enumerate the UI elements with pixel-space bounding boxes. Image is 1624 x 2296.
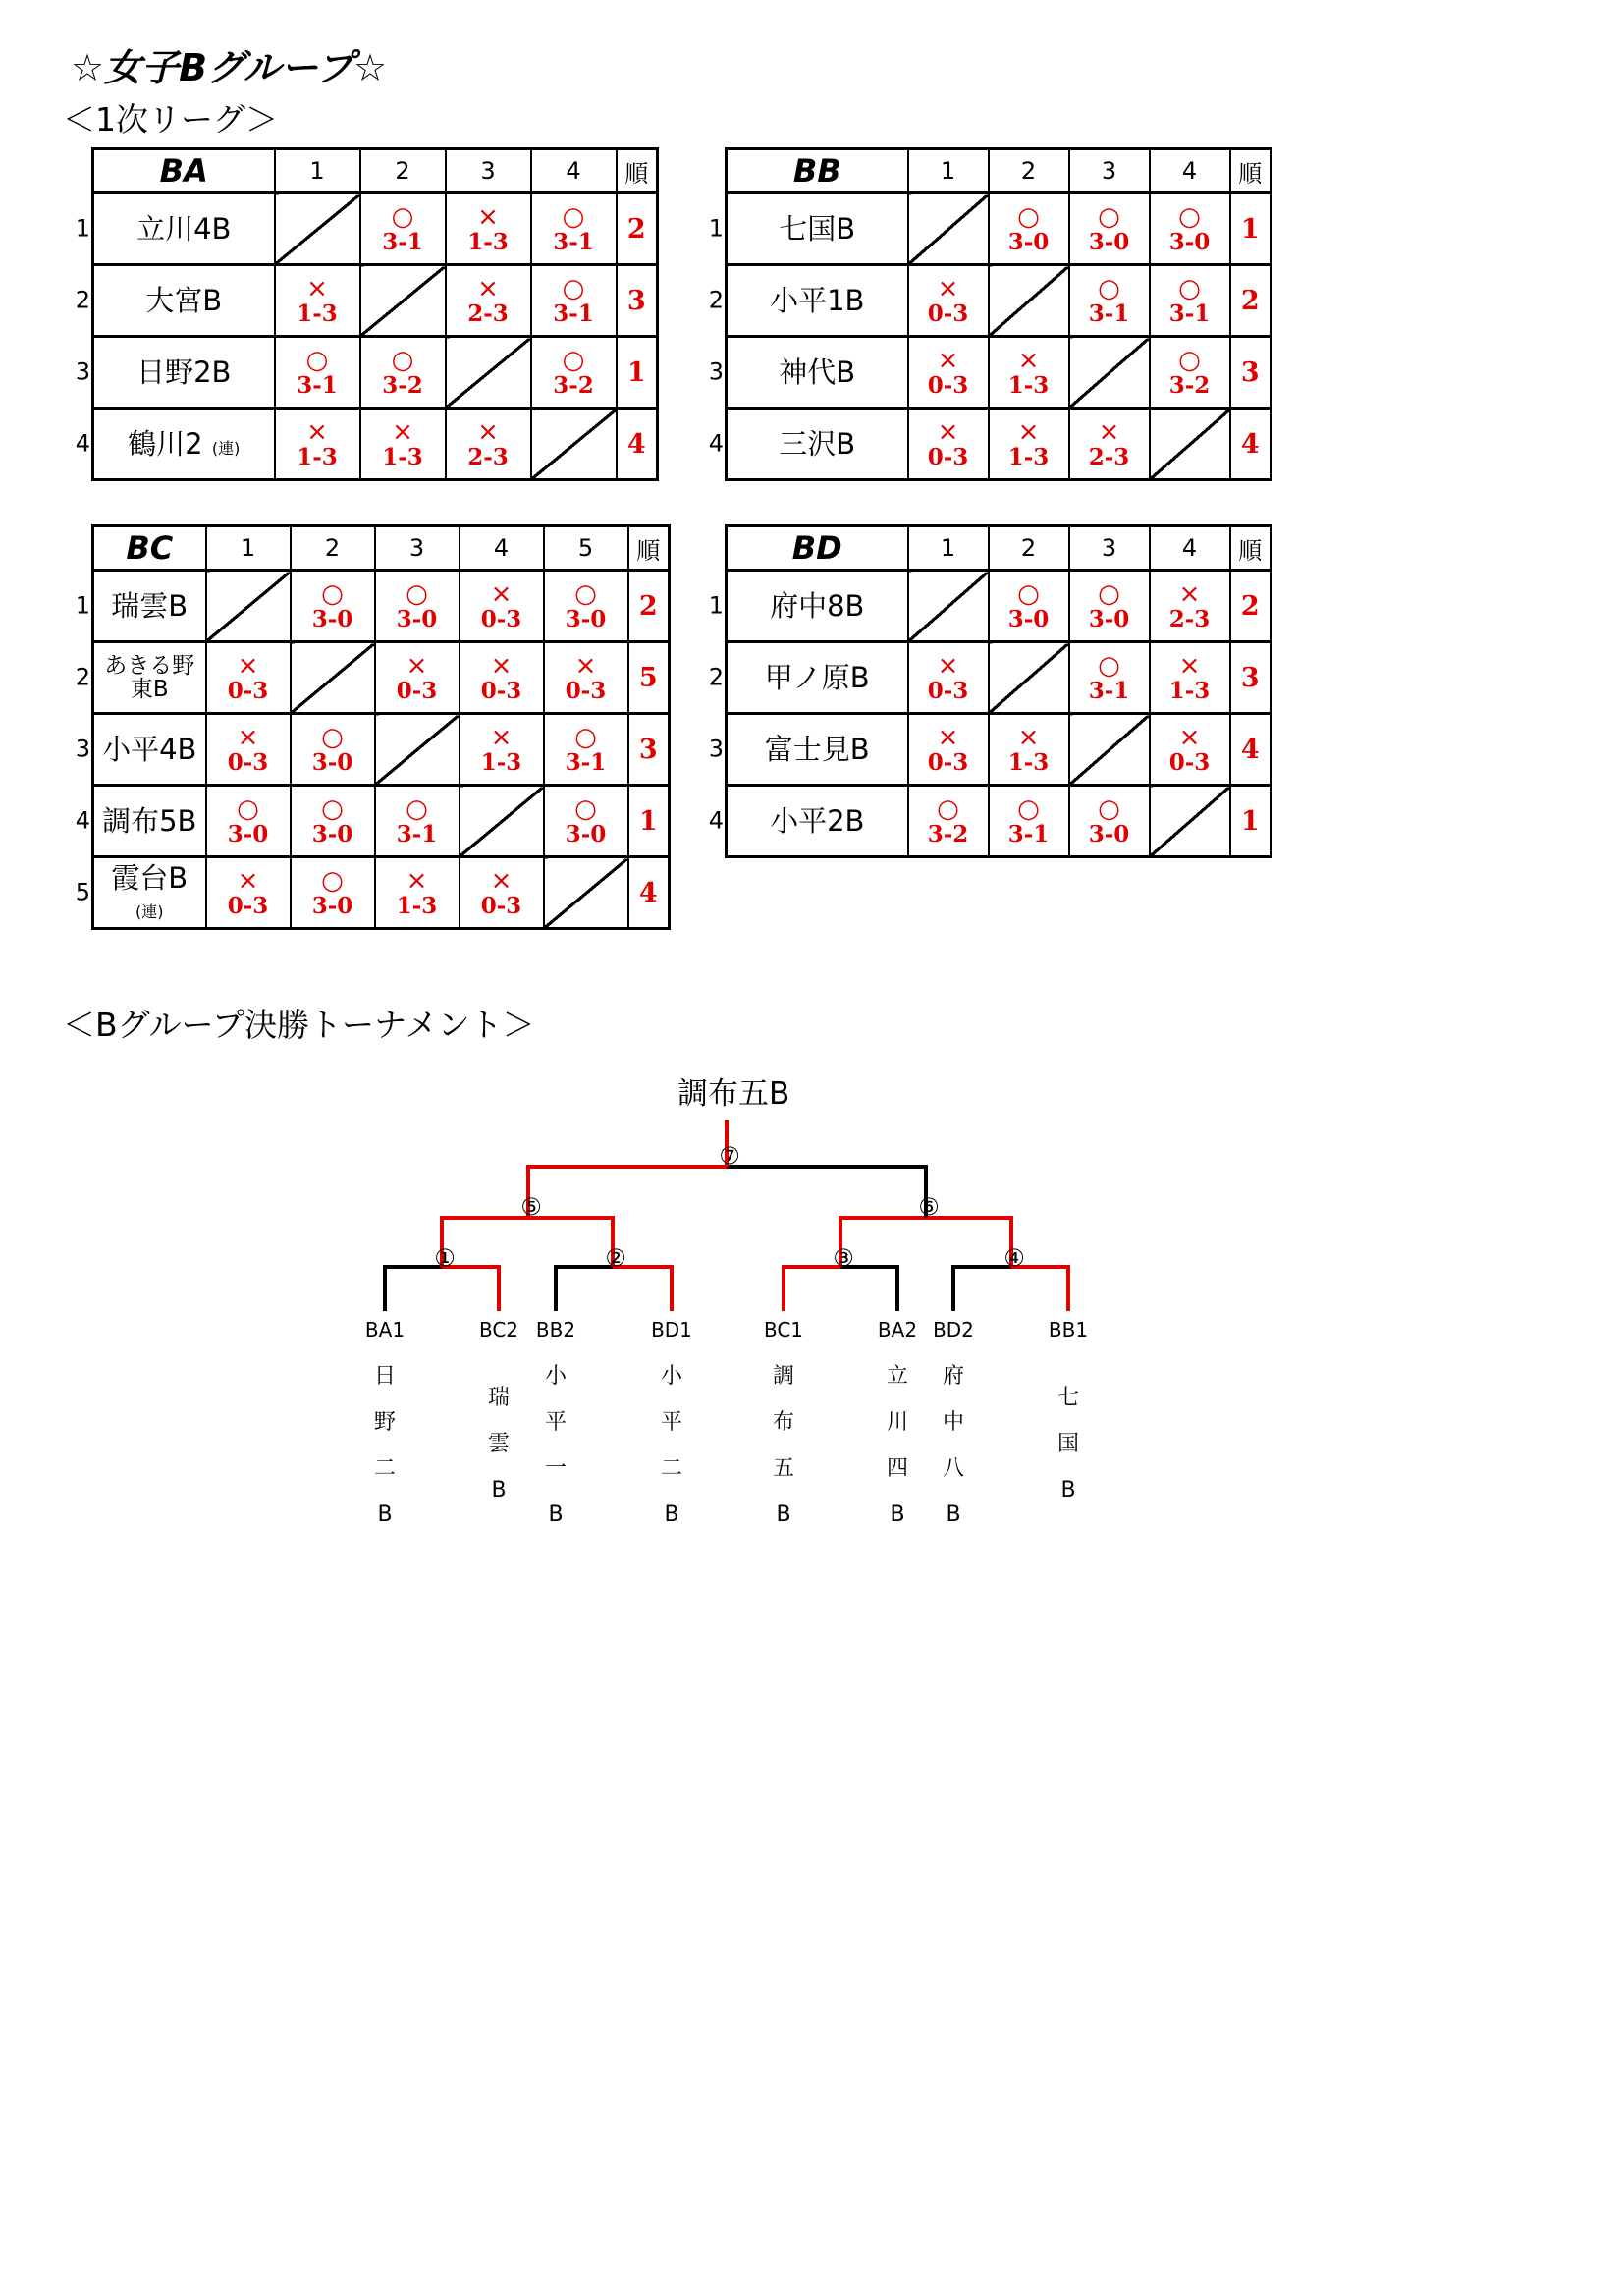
row-number: 1 [75, 214, 90, 243]
team-name: 瑞雲B [111, 588, 189, 623]
score: 3-0 [565, 606, 607, 632]
page-title: ☆女子Bグループ☆ [71, 46, 388, 89]
bracket-line-m2-right [613, 1267, 672, 1311]
column-header: 2 [291, 526, 375, 571]
row-number: 3 [708, 357, 724, 386]
row-number: 4 [75, 429, 90, 458]
score: 3-1 [1088, 678, 1130, 704]
bracket-team-name [764, 1353, 803, 1538]
win-mark-icon: ○ [562, 346, 585, 375]
score: 1-3 [1168, 678, 1211, 704]
team-name-char: 小 [660, 1364, 682, 1389]
column-header: 2 [360, 149, 446, 193]
score: 2-3 [1088, 444, 1130, 470]
win-mark-icon: ○ [391, 346, 414, 375]
score: 1-3 [396, 893, 438, 919]
team-name-char: 中 [942, 1410, 964, 1435]
team-name-char: 平 [544, 1410, 567, 1435]
loss-mark-icon: × [306, 274, 328, 303]
score: 3-1 [297, 372, 338, 399]
seed-label: BB1 [1048, 1318, 1089, 1341]
win-mark-icon: ○ [321, 794, 344, 824]
loss-mark-icon: × [1178, 579, 1201, 609]
score: 3-1 [1007, 821, 1050, 847]
column-header: 4 [1150, 526, 1230, 571]
score: 0-3 [1168, 749, 1211, 776]
column-header: 1 [908, 526, 989, 571]
win-mark-icon: ○ [937, 794, 959, 824]
loss-mark-icon: × [306, 417, 328, 447]
score: 1-3 [1007, 444, 1050, 470]
team-name-char: 四 [886, 1456, 908, 1481]
rank-cell: 3 [1230, 337, 1272, 409]
bracket-team-name [652, 1353, 691, 1538]
group-name: BD [727, 526, 908, 571]
rank-header: 順 [628, 526, 670, 571]
team-name-char: 布 [772, 1410, 794, 1435]
score: 3-0 [1088, 821, 1130, 847]
loss-mark-icon: × [937, 651, 959, 681]
loss-mark-icon: × [937, 346, 959, 375]
win-mark-icon: ○ [1098, 794, 1120, 824]
rank-header: 順 [617, 149, 658, 193]
win-mark-icon: ○ [562, 202, 585, 232]
team-name-char: 平 [660, 1410, 682, 1435]
row-number: 2 [75, 286, 90, 314]
score: 3-2 [927, 821, 969, 847]
column-header: 3 [375, 526, 460, 571]
score: 3-0 [311, 606, 353, 632]
match-number: ⑥ [918, 1193, 940, 1221]
loss-mark-icon: × [490, 651, 513, 681]
score: 3-0 [311, 821, 353, 847]
rank-cell: 3 [617, 265, 658, 337]
loss-mark-icon: × [490, 579, 513, 609]
loss-mark-icon: × [1178, 723, 1201, 752]
loss-mark-icon: × [406, 866, 428, 896]
champion-name: 調布五B [677, 1076, 790, 1112]
score: 3-0 [311, 893, 353, 919]
team-name-char: B [491, 1478, 507, 1503]
loss-mark-icon: × [574, 651, 597, 681]
win-mark-icon: ○ [562, 274, 585, 303]
team-name: 小平1B [770, 283, 865, 317]
score: 3-1 [396, 821, 438, 847]
win-mark-icon: ○ [1098, 651, 1120, 681]
score: 0-3 [927, 678, 969, 704]
row-number: 5 [75, 878, 90, 906]
team-name: 七国B [779, 211, 856, 246]
score: 2-3 [467, 301, 509, 327]
score: 3-0 [396, 606, 438, 632]
team-name-char: 小 [544, 1364, 567, 1389]
win-mark-icon: ○ [1178, 346, 1201, 375]
match-number: ③ [833, 1244, 854, 1272]
team-name: 日野2B [136, 355, 232, 389]
team-name-char: B [1060, 1478, 1076, 1503]
score: 3-0 [1088, 229, 1130, 255]
win-mark-icon: ○ [1098, 274, 1120, 303]
rank-cell: 3 [1230, 642, 1272, 714]
score: 1-3 [467, 229, 509, 255]
score: 3-0 [1088, 606, 1130, 632]
rank-header: 順 [1230, 526, 1272, 571]
score: 0-3 [927, 301, 969, 327]
match-number: ⑤ [520, 1193, 542, 1221]
column-header: 1 [206, 526, 291, 571]
team-name-char: B [377, 1503, 393, 1527]
bracket-team-name [479, 1375, 518, 1513]
team-name-char: 川 [886, 1410, 908, 1435]
team-name-char: 調 [772, 1364, 794, 1389]
team-name-char: B [890, 1503, 905, 1527]
team-name: 甲ノ原B [764, 660, 870, 694]
win-mark-icon: ○ [305, 346, 329, 375]
loss-mark-icon: × [477, 202, 499, 232]
rank-cell: 2 [1230, 265, 1272, 337]
win-mark-icon: ○ [321, 723, 344, 752]
win-mark-icon: ○ [1098, 202, 1120, 232]
column-header: 2 [989, 526, 1069, 571]
team-name-char: 二 [660, 1456, 682, 1481]
column-header: 4 [1150, 149, 1230, 193]
rank-cell: 4 [1230, 714, 1272, 786]
bracket-line-m3-left [784, 1267, 840, 1311]
team-note: (連) [135, 902, 164, 921]
score: 0-3 [565, 678, 607, 704]
bracket-line-m7-left [528, 1167, 727, 1218]
rank-cell: 5 [628, 642, 670, 714]
column-header: 3 [1069, 149, 1150, 193]
bracket-team-name [1049, 1375, 1088, 1513]
row-number: 4 [75, 806, 90, 835]
score: 1-3 [297, 301, 338, 327]
row-number: 1 [708, 591, 724, 620]
bracket-line-m7-right [727, 1167, 926, 1218]
loss-mark-icon: × [1098, 417, 1120, 447]
win-mark-icon: ○ [574, 723, 597, 752]
rank-cell: 1 [1230, 786, 1272, 857]
score: 3-1 [565, 749, 607, 776]
rank-cell: 2 [1230, 571, 1272, 642]
win-mark-icon: ○ [321, 579, 344, 609]
win-mark-icon: ○ [321, 866, 344, 896]
bracket-team-name [365, 1353, 405, 1538]
column-header: 3 [446, 149, 531, 193]
score: 3-1 [1168, 301, 1211, 327]
team-name: 小平2B [770, 803, 865, 838]
team-name: 小平4B [102, 732, 197, 766]
team-name: 調布5B [102, 803, 197, 838]
column-header: 1 [908, 149, 989, 193]
score: 3-0 [227, 821, 269, 847]
row-number: 2 [708, 663, 724, 691]
team-note: (連) [211, 438, 241, 458]
seed-label: BC2 [478, 1318, 519, 1341]
team-name: 大宮B [145, 283, 223, 317]
rank-cell: 4 [617, 409, 658, 480]
rank-cell: 1 [1230, 193, 1272, 265]
seed-label: BC1 [763, 1318, 804, 1341]
team-name-char: 七 [1056, 1386, 1079, 1410]
loss-mark-icon: × [406, 651, 428, 681]
team-name: 三沢B [779, 426, 856, 461]
team-name: 立川4B [136, 211, 232, 246]
team-name-char: 府 [942, 1364, 964, 1389]
score: 0-3 [480, 606, 522, 632]
win-mark-icon: ○ [1098, 579, 1120, 609]
win-mark-icon: ○ [574, 579, 597, 609]
score: 0-3 [927, 372, 969, 399]
score: 3-0 [1168, 229, 1211, 255]
score: 0-3 [227, 749, 269, 776]
score: 3-0 [565, 821, 607, 847]
score: 1-3 [1007, 372, 1050, 399]
win-mark-icon: ○ [406, 794, 428, 824]
row-number: 4 [708, 806, 724, 835]
league-heading: ＜1次リーグ＞ [63, 100, 278, 138]
win-mark-icon: ○ [1017, 202, 1040, 232]
team-name-char: 雲 [487, 1432, 510, 1456]
win-mark-icon: ○ [1178, 274, 1201, 303]
score: 3-0 [1007, 229, 1050, 255]
bracket-team-name [934, 1353, 973, 1538]
score: 0-3 [396, 678, 438, 704]
team-name: 富士見B [764, 732, 870, 766]
column-header: 4 [531, 149, 617, 193]
bracket-team-name [878, 1353, 917, 1538]
loss-mark-icon: × [237, 866, 259, 896]
loss-mark-icon: × [1178, 651, 1201, 681]
match-number: ⑦ [719, 1142, 740, 1170]
team-name: 鶴川2 [128, 426, 203, 461]
row-number: 3 [75, 735, 90, 763]
team-name: 霞台B [111, 860, 189, 895]
score: 3-2 [553, 372, 594, 399]
score: 3-1 [553, 229, 594, 255]
win-mark-icon: ○ [1017, 579, 1040, 609]
bracket-line-m6-right [926, 1218, 1011, 1267]
score: 3-1 [553, 301, 594, 327]
team-name-char: 八 [942, 1456, 964, 1481]
loss-mark-icon: × [937, 723, 959, 752]
score: 1-3 [382, 444, 423, 470]
bracket-line-m1-right [442, 1267, 499, 1311]
score: 0-3 [480, 893, 522, 919]
bracket-line-m2-left [556, 1267, 613, 1311]
win-mark-icon: ○ [574, 794, 597, 824]
column-header: 1 [275, 149, 360, 193]
team-name-char: 瑞 [487, 1386, 510, 1410]
score: 1-3 [480, 749, 522, 776]
win-mark-icon: ○ [237, 794, 259, 824]
bracket-line-m1-left [385, 1267, 442, 1311]
row-number: 3 [708, 735, 724, 763]
score: 3-0 [1007, 606, 1050, 632]
loss-mark-icon: × [490, 723, 513, 752]
team-name-char: B [776, 1503, 791, 1527]
column-header: 4 [460, 526, 544, 571]
bracket-line-m4-left [953, 1267, 1011, 1311]
match-number: ① [434, 1244, 456, 1272]
seed-label: BD2 [933, 1318, 974, 1341]
column-header: 3 [1069, 526, 1150, 571]
loss-mark-icon: × [1017, 417, 1040, 447]
score: 1-3 [297, 444, 338, 470]
bracket-line-m3-right [840, 1267, 897, 1311]
seed-label: BA2 [877, 1318, 918, 1341]
bracket-line-m4-right [1011, 1267, 1068, 1311]
loss-mark-icon: × [1017, 346, 1040, 375]
team-name-char: B [946, 1503, 961, 1527]
score: 0-3 [227, 678, 269, 704]
rank-cell: 4 [628, 857, 670, 929]
row-number: 1 [75, 591, 90, 620]
group-name: BB [727, 149, 908, 193]
team-name-char: 立 [886, 1364, 908, 1389]
seed-label: BA1 [364, 1318, 406, 1341]
score: 0-3 [927, 749, 969, 776]
loss-mark-icon: × [937, 274, 959, 303]
win-mark-icon: ○ [391, 202, 414, 232]
score: 0-3 [927, 444, 969, 470]
score: 0-3 [480, 678, 522, 704]
row-number: 2 [75, 663, 90, 691]
bracket-team-name [536, 1353, 575, 1538]
group-name: BC [93, 526, 206, 571]
score: 2-3 [1168, 606, 1211, 632]
rank-cell: 4 [1230, 409, 1272, 480]
rank-header: 順 [1230, 149, 1272, 193]
tournament-heading: ＜Bグループ決勝トーナメント＞ [63, 1006, 535, 1044]
rank-cell: 2 [617, 193, 658, 265]
row-number: 1 [708, 214, 724, 243]
score: 3-0 [311, 749, 353, 776]
loss-mark-icon: × [477, 274, 499, 303]
team-name-char: 野 [373, 1410, 396, 1435]
team-name: 府中8B [770, 588, 865, 623]
score: 3-2 [382, 372, 423, 399]
match-number: ④ [1003, 1244, 1025, 1272]
score: 2-3 [467, 444, 509, 470]
seed-label: BB2 [535, 1318, 576, 1341]
team-name-char: 国 [1056, 1432, 1079, 1456]
row-number: 4 [708, 429, 724, 458]
score: 0-3 [227, 893, 269, 919]
score: 1-3 [1007, 749, 1050, 776]
column-header: 2 [989, 149, 1069, 193]
loss-mark-icon: × [392, 417, 413, 447]
team-name-char: 二 [373, 1456, 396, 1481]
rank-cell: 1 [617, 337, 658, 409]
team-name-char: 日 [373, 1364, 396, 1389]
team-name: 神代B [779, 355, 856, 389]
column-header: 5 [544, 526, 628, 571]
win-mark-icon: ○ [406, 579, 428, 609]
loss-mark-icon: × [237, 651, 259, 681]
loss-mark-icon: × [237, 723, 259, 752]
win-mark-icon: ○ [1178, 202, 1201, 232]
row-number: 3 [75, 357, 90, 386]
loss-mark-icon: × [477, 417, 499, 447]
rank-cell: 1 [628, 786, 670, 857]
rank-cell: 2 [628, 571, 670, 642]
team-name-char: 一 [544, 1456, 567, 1481]
team-name: あきる野東B [104, 652, 195, 702]
loss-mark-icon: × [490, 866, 513, 896]
row-number: 2 [708, 286, 724, 314]
team-name-char: B [664, 1503, 679, 1527]
rank-cell: 3 [628, 714, 670, 786]
loss-mark-icon: × [937, 417, 959, 447]
team-name-char: B [548, 1503, 564, 1527]
win-mark-icon: ○ [1017, 794, 1040, 824]
score: 3-1 [382, 229, 423, 255]
team-name-char: 五 [772, 1456, 794, 1481]
loss-mark-icon: × [1017, 723, 1040, 752]
match-number: ② [605, 1244, 626, 1272]
group-name: BA [93, 149, 275, 193]
score: 3-2 [1168, 372, 1211, 399]
score: 3-1 [1088, 301, 1130, 327]
seed-label: BD1 [651, 1318, 692, 1341]
